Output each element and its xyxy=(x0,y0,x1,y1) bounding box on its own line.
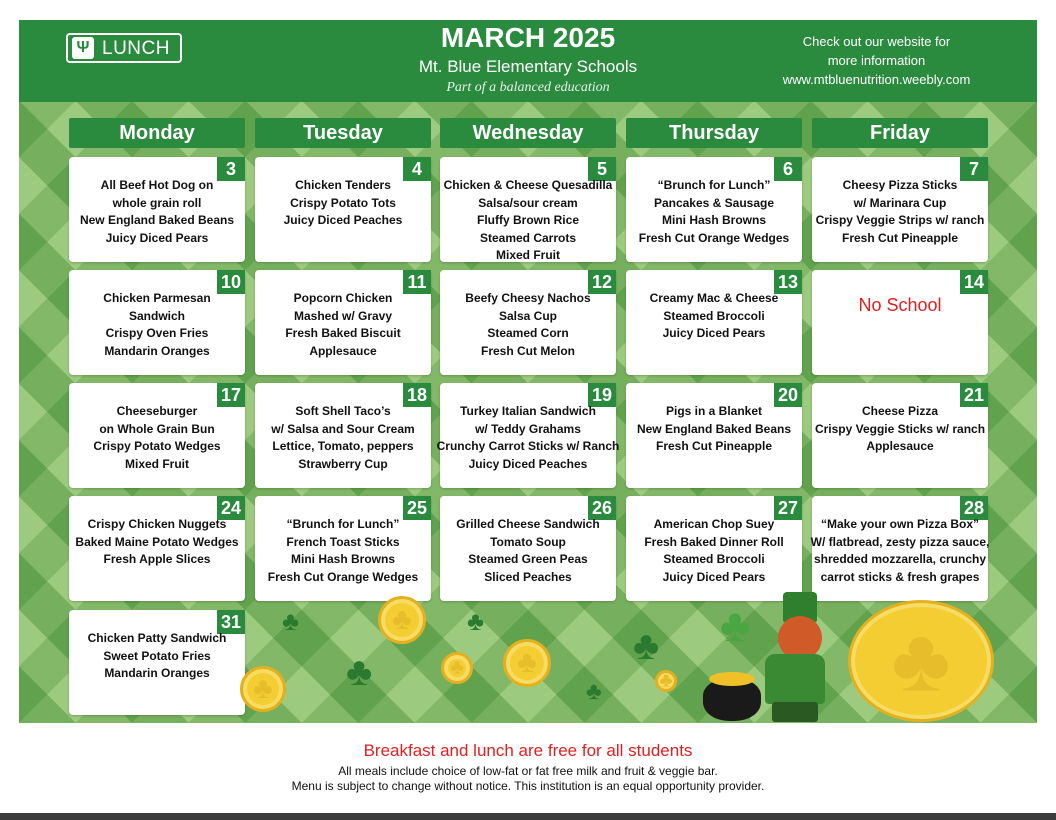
website-info xyxy=(759,32,994,89)
menu-item: Soft Shell Taco’s xyxy=(295,404,391,418)
day-cell xyxy=(69,270,245,375)
menu-item: Fresh Cut Melon xyxy=(480,343,575,358)
day-number: 19 xyxy=(588,383,616,407)
day-cell xyxy=(69,383,245,488)
menu-items xyxy=(436,403,620,473)
day-number: 28 xyxy=(960,496,988,520)
day-header-wednesday: Wednesday xyxy=(440,118,616,148)
menu-items xyxy=(626,403,802,456)
day-cell xyxy=(436,383,620,488)
menu-items xyxy=(812,403,988,456)
leprechaun-legs xyxy=(772,702,818,722)
day-number: 20 xyxy=(774,383,802,407)
menu-item: Strawberry Cup xyxy=(298,456,388,471)
day-cell xyxy=(812,157,988,262)
day-number: 12 xyxy=(588,270,616,294)
day-number: 21 xyxy=(960,383,988,407)
tagline: Part of a balanced education xyxy=(446,80,610,95)
menu-item: w/ Salsa and Sour Cream xyxy=(271,421,415,436)
fork-icon: Ψ xyxy=(72,37,94,59)
menu-item: Steamed Carrots xyxy=(479,230,577,245)
menu-item: Fresh Cut Orange Wedges xyxy=(267,569,419,584)
menu-item: Cheeseburger xyxy=(116,404,198,418)
day-number: 10 xyxy=(217,270,245,294)
day-cell xyxy=(440,157,616,262)
menu-item: Sliced Peaches xyxy=(484,569,572,584)
menu-item: Chicken & Cheese Quesadilla xyxy=(443,178,613,192)
day-number: 27 xyxy=(774,496,802,520)
menu-item: Salsa Cup xyxy=(498,308,558,323)
day-cell xyxy=(626,270,802,375)
menu-items xyxy=(440,516,616,586)
menu-item: shredded mozzarella, crunchy xyxy=(813,552,987,566)
menu-item: Steamed Green Peas xyxy=(468,552,588,566)
day-number: 6 xyxy=(774,157,802,181)
day-header-friday: Friday xyxy=(812,118,988,148)
menu-item: Fresh Apple Slices xyxy=(103,552,211,566)
day-cell xyxy=(626,157,802,262)
menu-item: Mashed w/ Gravy xyxy=(293,308,393,323)
shamrock-icon: ♣ xyxy=(467,606,485,636)
menu-item: Salsa/sour cream xyxy=(478,195,578,210)
menu-items xyxy=(69,290,245,360)
website-line: more information xyxy=(827,53,926,68)
day-number: 11 xyxy=(403,270,431,294)
shamrock-icon: ♣ xyxy=(346,650,373,694)
day-number: 25 xyxy=(403,496,431,520)
menu-item: Applesauce xyxy=(309,343,377,358)
shamrock-icon: ♣ xyxy=(720,599,751,651)
menu-items xyxy=(255,403,431,473)
menu-item: American Chop Suey xyxy=(653,517,775,531)
menu-item: Baked Maine Potato Wedges xyxy=(75,534,239,549)
day-header-thursday: Thursday xyxy=(626,118,802,148)
gold-coin-icon xyxy=(503,639,551,687)
menu-item: “Brunch for Lunch” xyxy=(286,517,400,531)
logo-text: LUNCH xyxy=(102,38,170,59)
day-number: 26 xyxy=(588,496,616,520)
day-header-monday: Monday xyxy=(69,118,245,148)
menu-item: Crispy Veggie Strips w/ ranch xyxy=(815,213,985,227)
gold-coin-icon xyxy=(378,596,426,644)
menu-item: Juicy Diced Peaches xyxy=(283,213,403,227)
menu-item: Fresh Cut Orange Wedges xyxy=(638,230,790,245)
day-header-tuesday: Tuesday xyxy=(255,118,431,148)
shamrock-icon: ♣ xyxy=(282,606,300,636)
day-number: 17 xyxy=(217,383,245,407)
day-number: 14 xyxy=(960,270,988,294)
menu-item: New England Baked Beans xyxy=(636,421,792,436)
no-school-notice: No School xyxy=(858,295,942,315)
leprechaun-body xyxy=(765,654,825,704)
menu-items xyxy=(626,177,802,247)
menu-item: French Toast Sticks xyxy=(286,534,400,549)
menu-item: Mini Hash Browns xyxy=(661,213,766,227)
menu-item: W/ flatbread, zesty pizza sauce, xyxy=(810,534,990,549)
header-banner xyxy=(19,20,1037,102)
page-title: MARCH 2025 xyxy=(440,22,616,53)
menu-items xyxy=(436,177,620,265)
menu-item: w/ Teddy Grahams xyxy=(475,421,581,436)
menu-items xyxy=(69,403,245,473)
gold-coin-icon xyxy=(240,666,286,712)
menu-item: “Make your own Pizza Box” xyxy=(820,517,980,531)
menu-items xyxy=(255,177,431,230)
menu-item: Fresh Baked Biscuit xyxy=(285,326,401,340)
day-cell xyxy=(69,157,245,262)
menu-item: Mixed Fruit xyxy=(495,248,560,262)
menu-item: Fluffy Brown Rice xyxy=(476,213,579,227)
menu-item: Cheese Pizza xyxy=(861,404,939,418)
website-url[interactable]: www.mtbluenutrition.weebly.com xyxy=(782,72,971,87)
menu-item: Juicy Diced Peaches xyxy=(468,456,588,471)
menu-item: Mixed Fruit xyxy=(124,456,189,471)
day-number: 24 xyxy=(217,496,245,520)
shamrock-icon: ♣ xyxy=(586,678,602,705)
day-cell xyxy=(626,383,802,488)
menu-item: Applesauce xyxy=(866,439,934,453)
menu-item: All Beef Hot Dog on xyxy=(100,178,214,192)
day-cell xyxy=(812,496,988,601)
day-cell xyxy=(69,496,245,601)
menu-items xyxy=(69,177,245,247)
day-number: 18 xyxy=(403,383,431,407)
menu-item: Crispy Potato Tots xyxy=(290,195,396,210)
menu-item: Cheesy Pizza Sticks xyxy=(842,178,958,192)
menu-item: Chicken Tenders xyxy=(295,178,391,192)
menu-items xyxy=(812,177,988,247)
menu-items xyxy=(255,516,431,586)
gold-coin-icon xyxy=(655,670,677,692)
menu-items xyxy=(808,516,992,586)
milk-note: All meals include choice of low-fat or fat free milk and fruit & veggie bar. xyxy=(338,764,718,778)
free-meals-notice: Breakfast and lunch are free for all students xyxy=(363,741,693,760)
day-cell xyxy=(440,270,616,375)
day-number: 3 xyxy=(217,157,245,181)
menu-item: Crispy Veggie Sticks w/ ranch xyxy=(814,421,986,436)
menu-items xyxy=(255,290,431,360)
day-number: 4 xyxy=(403,157,431,181)
menu-item: Fresh Cut Pineapple xyxy=(841,230,959,245)
day-cell xyxy=(255,383,431,488)
school-name: Mt. Blue Elementary Schools xyxy=(418,57,638,76)
day-number: 31 xyxy=(217,610,245,634)
bottom-bar xyxy=(0,813,1056,820)
menu-item: Juicy Diced Pears xyxy=(662,569,766,584)
menu-item: Fresh Baked Dinner Roll xyxy=(644,534,784,549)
day-cell xyxy=(440,496,616,601)
menu-item: Juicy Diced Pears xyxy=(105,230,209,245)
menu-item: Crunchy Carrot Sticks w/ Ranch xyxy=(436,439,620,453)
shamrock-icon: ♣ xyxy=(633,624,660,668)
menu-item: Beefy Cheesy Nachos xyxy=(465,291,591,305)
menu-item: Mandarin Oranges xyxy=(104,666,210,680)
menu-item: Mandarin Oranges xyxy=(104,343,210,358)
menu-item: Chicken Patty Sandwich xyxy=(87,631,227,645)
pot-gold xyxy=(709,672,755,686)
menu-item: Crispy Chicken Nuggets xyxy=(87,517,227,531)
menu-item: carrot sticks & fresh grapes xyxy=(820,569,980,584)
menu-item: Turkey Italian Sandwich xyxy=(460,404,596,418)
menu-item: w/ Marinara Cup xyxy=(853,195,947,210)
day-cell xyxy=(255,270,431,375)
menu-item: Crispy Potato Wedges xyxy=(93,439,221,453)
menu-item: Popcorn Chicken xyxy=(293,291,393,305)
day-number: 5 xyxy=(588,157,616,181)
day-cell xyxy=(812,383,988,488)
menu-item: whole grain roll xyxy=(112,195,202,210)
menu-item: Sandwich xyxy=(128,308,185,323)
menu-item: Fresh Cut Pineapple xyxy=(655,439,773,453)
menu-item: Tomato Soup xyxy=(490,534,566,549)
day-cell xyxy=(255,496,431,601)
menu-items xyxy=(440,290,616,360)
day-cell xyxy=(255,157,431,262)
menu-item: Crispy Oven Fries xyxy=(105,326,209,340)
menu-items xyxy=(626,516,802,586)
menu-item: Chicken Parmesan xyxy=(103,291,211,305)
gold-coin-icon xyxy=(848,600,994,722)
day-number: 7 xyxy=(960,157,988,181)
menu-items xyxy=(69,630,245,683)
menu-item: on Whole Grain Bun xyxy=(99,421,215,436)
menu-items xyxy=(69,516,245,569)
menu-item: Pancakes & Sausage xyxy=(653,195,775,210)
day-cell xyxy=(812,270,988,375)
disclaimer: Menu is subject to change without notice. This institution is an equal opportunity provider. xyxy=(291,779,765,793)
menu-item: “Brunch for Lunch” xyxy=(657,178,771,192)
menu-item: Pigs in a Blanket xyxy=(665,404,763,418)
menu-item: Sweet Potato Fries xyxy=(103,648,211,663)
menu-item: Steamed Broccoli xyxy=(663,308,765,323)
menu-item: Creamy Mac & Cheese xyxy=(649,291,779,305)
menu-item: Lettice, Tomato, peppers xyxy=(272,439,414,453)
day-number: 13 xyxy=(774,270,802,294)
website-line: Check out our website for xyxy=(802,34,951,49)
day-cell xyxy=(626,496,802,601)
gold-coin-icon xyxy=(441,652,473,684)
menu-item: Mini Hash Browns xyxy=(290,552,395,566)
menu-item: Steamed Corn xyxy=(487,326,569,340)
menu-item: Grilled Cheese Sandwich xyxy=(456,517,600,531)
menu-item: Steamed Broccoli xyxy=(663,552,765,566)
menu-item: New England Baked Beans xyxy=(79,213,235,227)
menu-items xyxy=(626,290,802,343)
day-cell xyxy=(69,610,245,715)
menu-item: Juicy Diced Pears xyxy=(662,326,766,340)
